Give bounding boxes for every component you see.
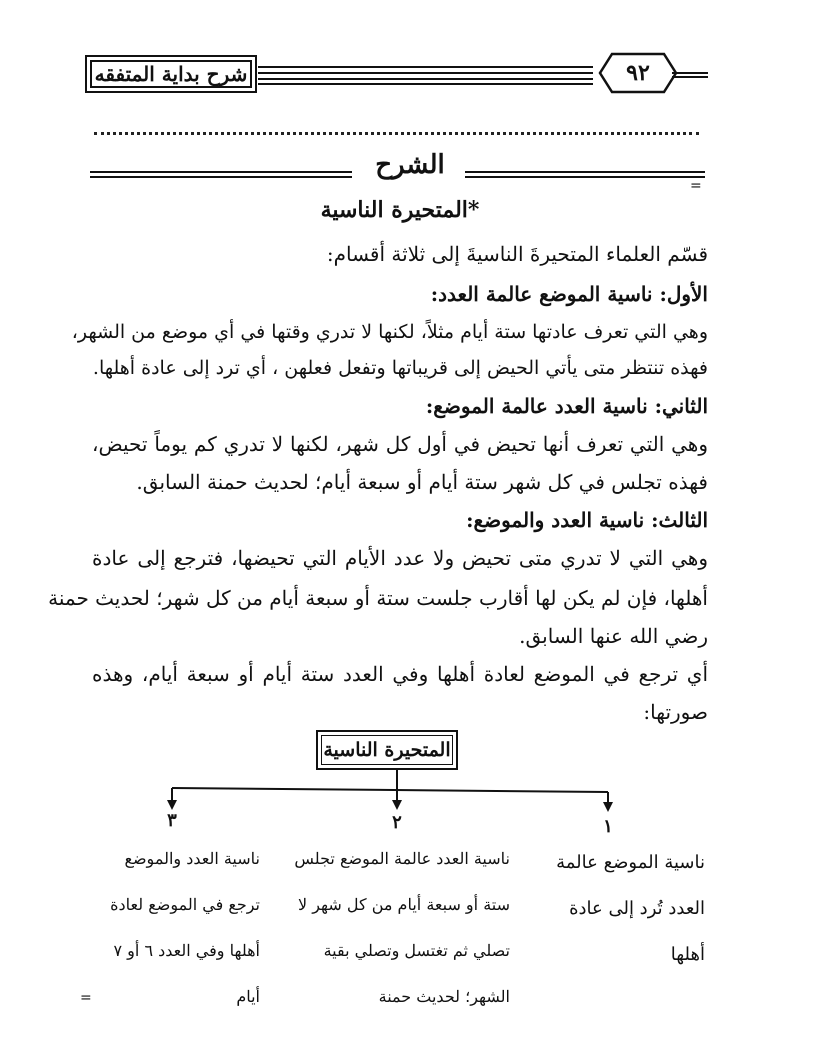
branch-1-text xyxy=(525,840,705,978)
heading-first: الأول: ناسية الموضع عالمة العدد: xyxy=(430,282,708,306)
branch-number-2: ٢ xyxy=(392,812,402,833)
book-title: شرح بداية المتفقه xyxy=(94,62,248,86)
text-line: فهذه تنتظر متى يأتي الحيض إلى قريباتها وتفعل فعلهن ، أي ترد إلى عادة أهلها. xyxy=(92,357,708,379)
text-line: فهذه تجلس في كل شهر ستة أيام أو سبعة أيام؛ لحديث حمنة السابق. xyxy=(136,470,708,494)
text-line: وهي التي لا تدري متى تحيض ولا عدد الأيام التي تحيضها، فترجع إلى عادة xyxy=(92,546,708,570)
branch-3-line: أيام xyxy=(236,987,260,1006)
side-mark: = xyxy=(690,178,702,194)
text-line: صورتها: xyxy=(643,700,708,724)
branch-3-text xyxy=(88,836,260,1020)
dotted-divider xyxy=(94,132,699,135)
arrow-left-icon xyxy=(167,800,177,810)
branch-1-line: أهلها xyxy=(670,944,705,965)
text-line: أي ترجع في الموضع لعادة أهلها وفي العدد ستة أيام أو سبعة أيام، وهذه xyxy=(92,662,708,686)
section-rule-left xyxy=(90,171,352,178)
header-rule xyxy=(258,64,593,86)
connector-horizontal xyxy=(172,788,608,792)
branch-1-line: العدد تُرد إلى عادة xyxy=(569,898,705,919)
section-rule-right xyxy=(465,171,705,178)
branch-1-line: ناسية الموضع عالمة xyxy=(556,852,705,873)
header-rule-right xyxy=(672,72,708,78)
branch-3-line: أهلها وفي العدد ٦ أو ٧ xyxy=(113,941,260,960)
text-line: رضي الله عنها السابق. xyxy=(519,624,708,648)
arrow-center-icon xyxy=(392,800,402,810)
branch-number-1: ١ xyxy=(603,816,613,837)
branch-3-line: ترجع في الموضع لعادة xyxy=(110,895,260,914)
branch-2-line: الشهر؛ لحديث حمنة xyxy=(378,987,510,1006)
diagram-root-label: المتحيرة الناسية xyxy=(323,739,451,761)
book-title-box xyxy=(85,55,257,93)
footer-mark: = xyxy=(80,990,92,1006)
diagram-connectors xyxy=(150,768,630,818)
heading-third: الثالث: ناسية العدد والموضع: xyxy=(466,508,708,532)
page-number-badge xyxy=(598,52,678,94)
text-line: وهي التي تعرف أنها تحيض في أول كل شهر، لكنها لا تدري كم يوماً تحيض، xyxy=(92,432,708,456)
diagram-root-box xyxy=(316,730,458,770)
heading-second: الثاني: ناسية العدد عالمة الموضع: xyxy=(425,394,708,418)
text-line: قسّم العلماء المتحيرةَ الناسيةَ إلى ثلاثة أقسام: xyxy=(326,242,708,266)
branch-2-line: ستة أو سبعة أيام من كل شهر لا xyxy=(297,895,510,914)
branch-2-text xyxy=(280,836,510,1020)
arrow-right-icon xyxy=(603,802,613,812)
branch-number-3: ٣ xyxy=(167,810,177,831)
section-title: الشرح xyxy=(375,150,445,180)
branch-3-line: ناسية العدد والموضع xyxy=(124,849,260,868)
branch-2-line: تصلي ثم تغتسل وتصلي بقية xyxy=(323,941,510,960)
branch-2-line: ناسية العدد عالمة الموضع تجلس xyxy=(294,849,510,868)
page-number: ٩٢ xyxy=(626,60,650,86)
subtitle: *المتحيرة الناسية xyxy=(320,197,480,223)
text-line: وهي التي تعرف عادتها ستة أيام مثلاً، لكنها لا تدري وقتها في أي موضع من الشهر، xyxy=(71,321,708,343)
text-line: أهلها، فإن لم يكن لها أقارب جلست ستة أو سبعة أيام من كل شهر؛ لحديث حمنة xyxy=(48,586,708,610)
